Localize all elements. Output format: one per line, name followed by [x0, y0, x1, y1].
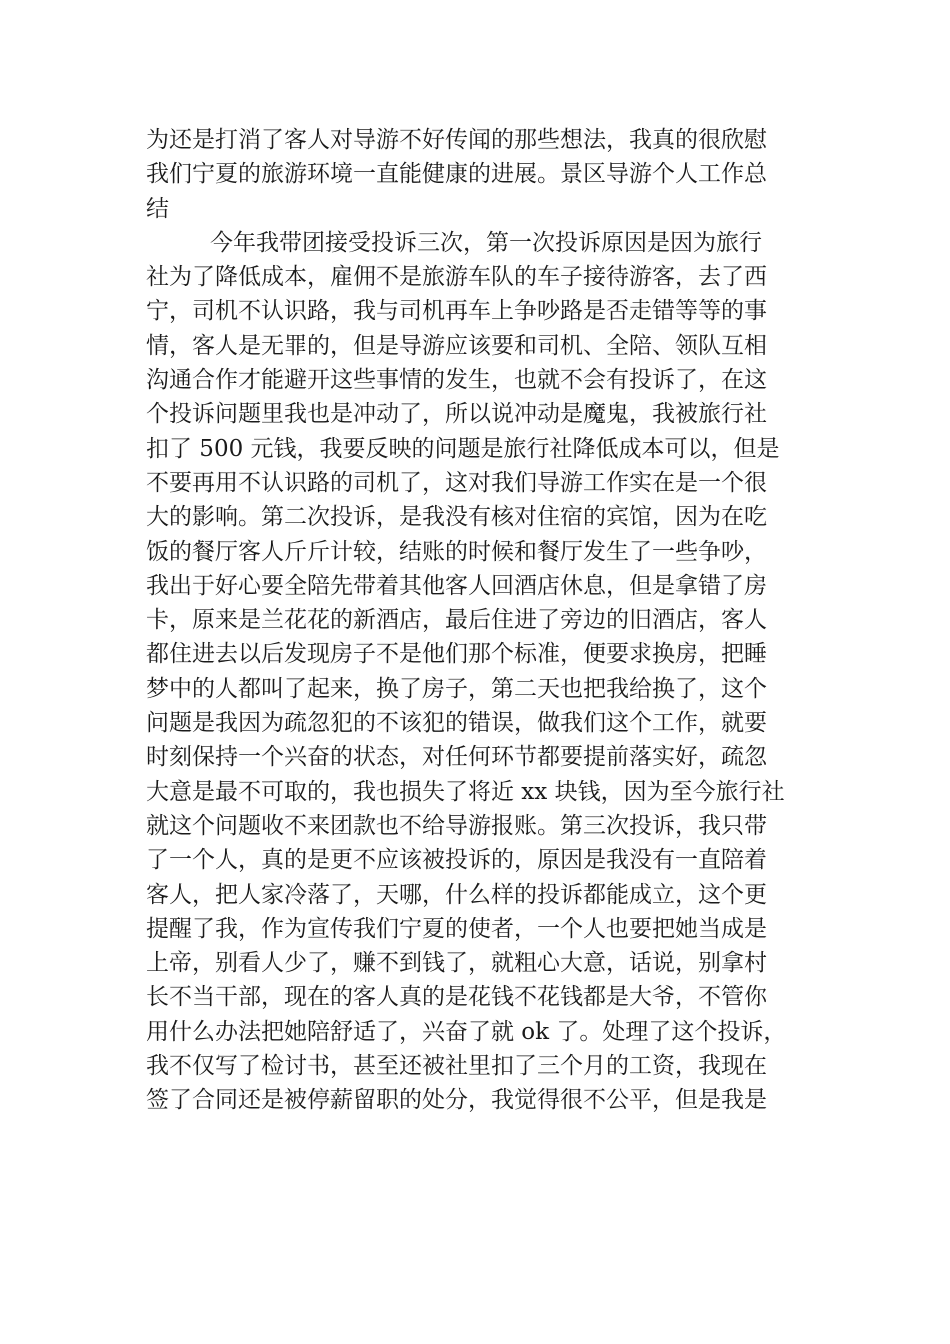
text-line: 情，客人是无罪的，但是导游应该要和司机、全陪、领队互相 — [146, 332, 767, 359]
text-line: 卡，原来是兰花花的新酒店，最后住进了旁边的旧酒店，客人 — [146, 607, 767, 634]
text-line: 长不当干部，现在的客人真的是花钱不花钱都是大爷，不管你 — [146, 984, 767, 1011]
text-line: 签了合同还是被停薪留职的处分，我觉得很不公平，但是我是 — [146, 1087, 767, 1114]
text-line: 用什么办法把她陪舒适了，兴奋了就 ok 了。处理了这个投诉， — [146, 1018, 787, 1045]
text-line: 个投诉问题里我也是冲动了，所以说冲动是魔鬼，我被旅行社 — [146, 401, 767, 428]
text-line: 大的影响。第二次投诉，是我没有核对住宿的宾馆，因为在吃 — [146, 504, 767, 531]
text-line: 不要再用不认识路的司机了，这对我们导游工作实在是一个很 — [146, 469, 767, 496]
text-line: 我出于好心要全陪先带着其他客人回酒店休息，但是拿错了房 — [146, 572, 767, 599]
body-text — [146, 123, 806, 1118]
text-line: 结 — [146, 195, 169, 222]
text-line: 我们宁夏的旅游环境一直能健康的进展。景区导游个人工作总 — [146, 161, 767, 188]
text-line: 扣了 500 元钱，我要反映的问题是旅行社降低成本可以，但是 — [146, 435, 780, 462]
text-line: 都住进去以后发现房子不是他们那个标准，便要求换房，把睡 — [146, 641, 767, 668]
text-line: 时刻保持一个兴奋的状态，对任何环节都要提前落实好，疏忽 — [146, 744, 767, 771]
text-line: 提醒了我，作为宣传我们宁夏的使者，一个人也要把她当成是 — [146, 915, 767, 942]
text-line: 客人，把人家冷落了，天哪，什么样的投诉都能成立，这个更 — [146, 881, 767, 908]
text-line: 了一个人，真的是更不应该被投诉的，原因是我没有一直陪着 — [146, 847, 767, 874]
text-line: 大意是最不可取的，我也损失了将近 xx 块钱，因为至今旅行社 — [146, 778, 785, 805]
text-line: 饭的餐厅客人斤斤计较，结账的时候和餐厅发生了一些争吵， — [146, 538, 767, 565]
text-line: 社为了降低成本，雇佣不是旅游车队的车子接待游客，去了西 — [146, 264, 767, 291]
text-line: 梦中的人都叫了起来，换了房子，第二天也把我给换了，这个 — [146, 675, 767, 702]
paragraph-first-line: 今年我带团接受投诉三次，第一次投诉原因是因为旅行 — [210, 229, 762, 256]
text-line: 宁，司机不认识路，我与司机再车上争吵路是否走错等等的事 — [146, 298, 767, 325]
text-line: 沟通合作才能避开这些事情的发生，也就不会有投诉了，在这 — [146, 367, 767, 394]
text-line: 为还是打消了客人对导游不好传闻的那些想法，我真的很欣慰 — [146, 127, 767, 153]
text-line: 上帝，别看人少了，赚不到钱了，就粗心大意，话说，别拿村 — [146, 950, 767, 977]
text-line: 问题是我因为疏忽犯的不该犯的错误，做我们这个工作，就要 — [146, 710, 767, 737]
text-line: 就这个问题收不来团款也不给导游报账。第三次投诉，我只带 — [146, 812, 767, 839]
text-line: 我不仅写了检讨书，甚至还被社里扣了三个月的工资，我现在 — [146, 1053, 767, 1080]
